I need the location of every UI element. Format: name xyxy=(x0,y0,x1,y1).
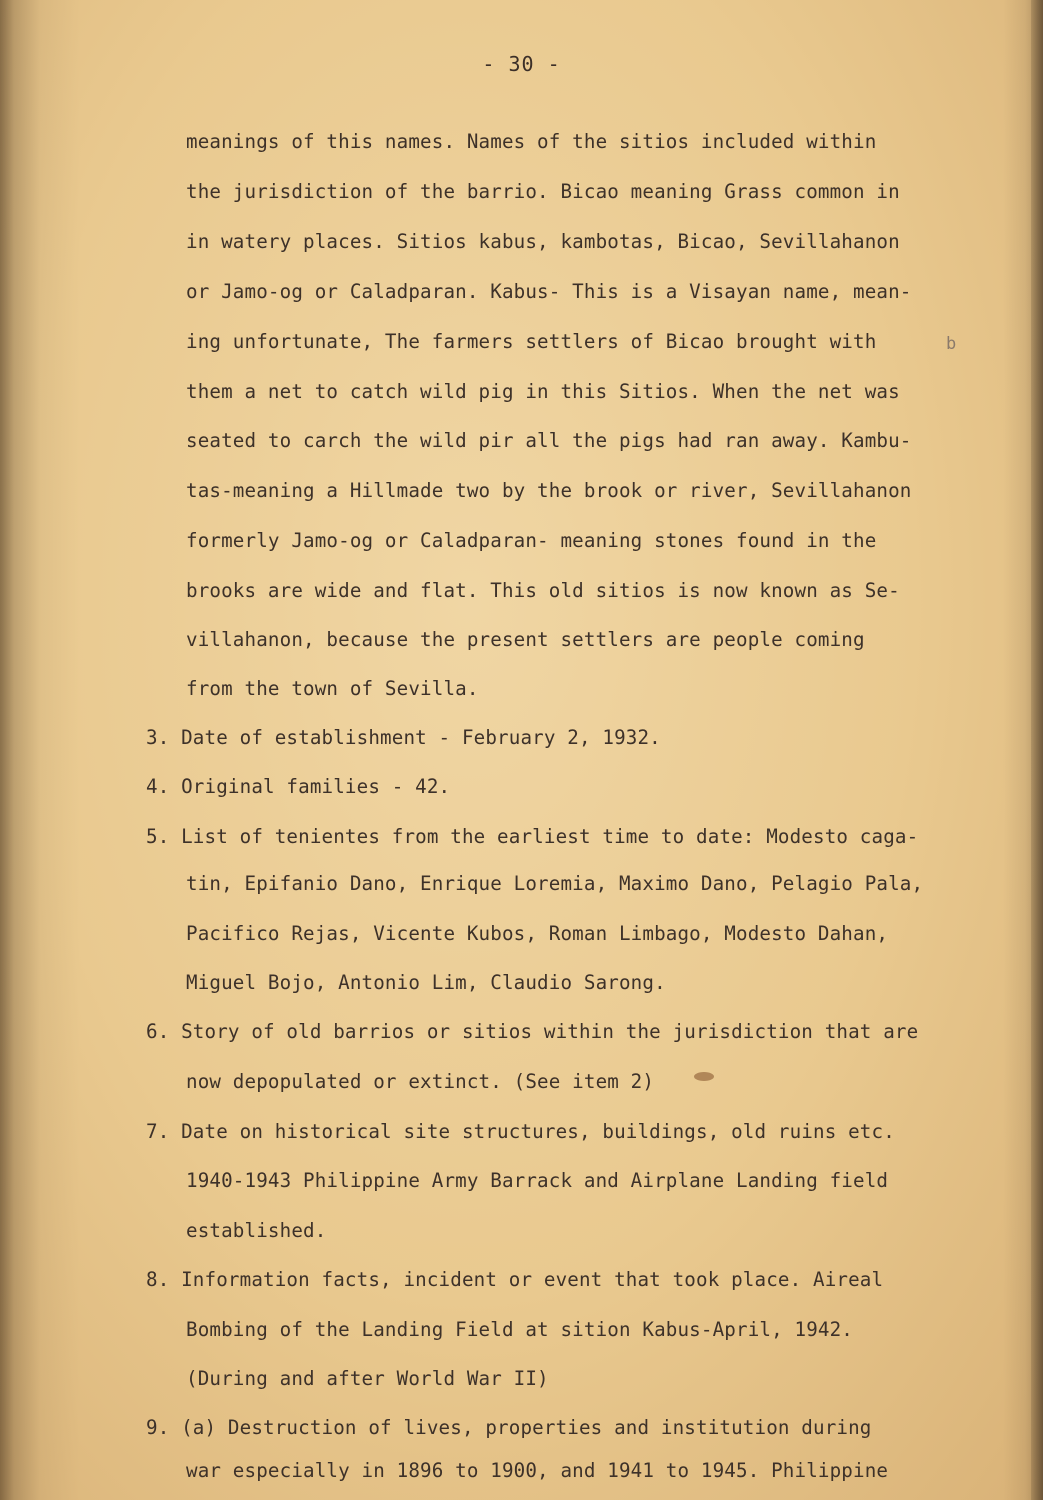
ink-stain xyxy=(694,1072,714,1081)
text-line: formerly Jamo-og or Caladparan- meaning stones found in the xyxy=(186,529,877,552)
text-line: Bombing of the Landing Field at sition Kabus-April, 1942. xyxy=(186,1318,854,1341)
list-item-8: 8. Information facts, incident or event that took place. Aireal xyxy=(146,1268,884,1291)
list-item-9: 9. (a) Destruction of lives, properties and institution during xyxy=(146,1416,872,1439)
text-line: Miguel Bojo, Antonio Lim, Claudio Sarong. xyxy=(186,971,666,994)
text-line: established. xyxy=(186,1219,327,1242)
text-line: villahanon, because the present settlers are people coming xyxy=(186,628,865,651)
page-number: - 30 - xyxy=(482,52,561,76)
list-item-7: 7. Date on historical site structures, buildings, old ruins etc. xyxy=(146,1120,895,1143)
page-edge xyxy=(1031,0,1043,1500)
text-line: now depopulated or extinct. (See item 2) xyxy=(186,1070,655,1093)
text-line: (During and after World War II) xyxy=(186,1367,549,1390)
list-item-4: 4. Original families - 42. xyxy=(146,775,451,798)
text-line: Pacifico Rejas, Vicente Kubos, Roman Limbago, Modesto Dahan, xyxy=(186,922,889,945)
text-line: 1940-1943 Philippine Army Barrack and Airplane Landing field xyxy=(186,1169,889,1192)
list-item-6: 6. Story of old barrios or sitios within the jurisdiction that are xyxy=(146,1020,919,1043)
list-item-5: 5. List of tenientes from the earliest time to date: Modesto caga- xyxy=(146,825,919,848)
list-item-3: 3. Date of establishment - February 2, 1932. xyxy=(146,726,661,749)
text-line: in watery places. Sitios kabus, kambotas, Bicao, Sevillahanon xyxy=(186,230,900,253)
text-line: seated to carch the wild pir all the pigs had ran away. Kambu- xyxy=(186,429,912,452)
text-line: ing unfortunate, The farmers settlers of Bicao brought with xyxy=(186,330,877,353)
text-line: meanings of this names. Names of the sitios included within xyxy=(186,130,877,153)
text-line: tin, Epifanio Dano, Enrique Loremia, Maximo Dano, Pelagio Pala, xyxy=(186,872,924,895)
text-line: the jurisdiction of the barrio. Bicao meaning Grass common in xyxy=(186,180,900,203)
text-line: tas-meaning a Hillmade two by the brook or river, Sevillahanon xyxy=(186,479,912,502)
text-line: brooks are wide and flat. This old sitios is now known as Se- xyxy=(186,579,900,602)
text-line: war especially in 1896 to 1900, and 1941 to 1945. Philippine xyxy=(186,1459,889,1482)
margin-mark: b xyxy=(946,334,957,354)
text-line: from the town of Sevilla. xyxy=(186,677,479,700)
text-line: or Jamo-og or Caladparan. Kabus- This is a Visayan name, mean- xyxy=(186,280,912,303)
text-line: them a net to catch wild pig in this Sitios. When the net was xyxy=(186,380,900,403)
